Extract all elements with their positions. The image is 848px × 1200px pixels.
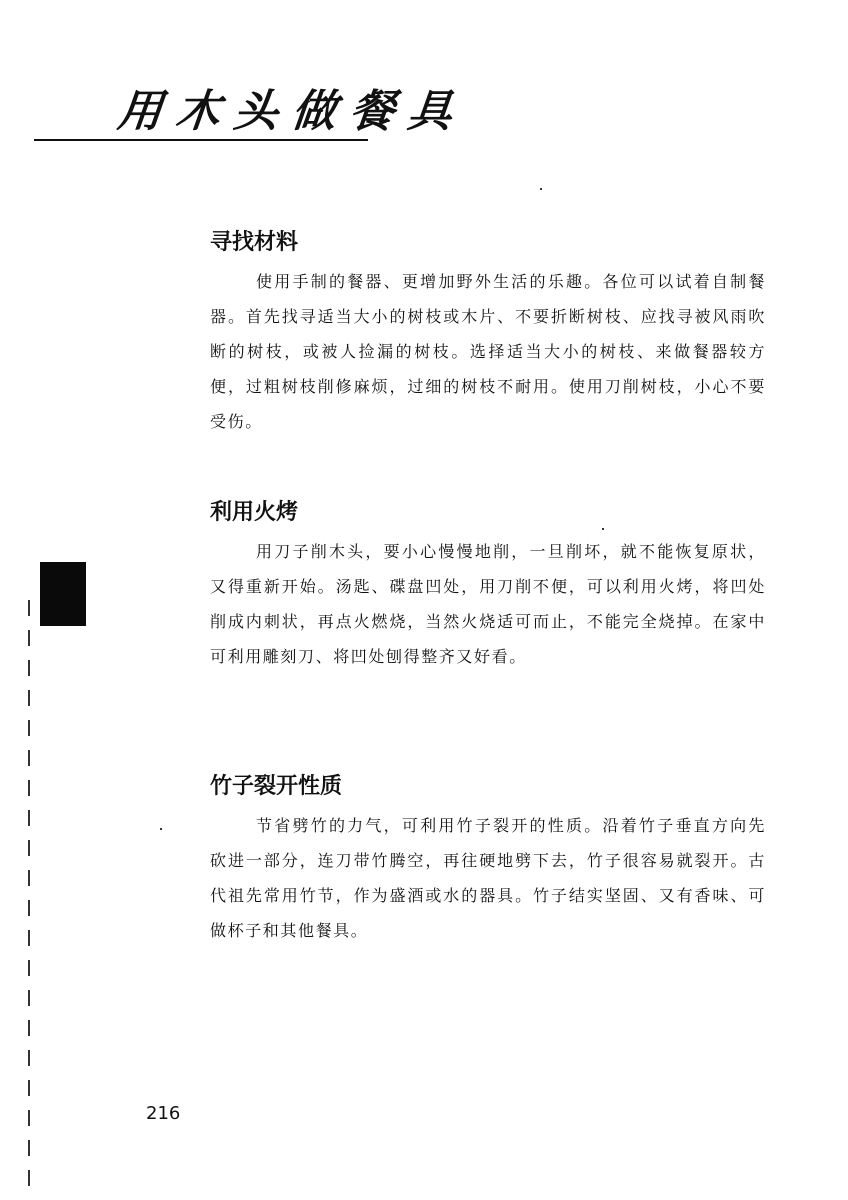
section-heading: 寻找材料 — [210, 230, 299, 255]
print-speck — [540, 188, 542, 190]
section-bamboo — [210, 772, 766, 948]
section-materials — [210, 228, 766, 439]
print-speck — [160, 828, 162, 830]
section-body: 使用手制的餐器、更增加野外生活的乐趣。各位可以试着自制餐器。首先找寻适当大小的树枝或木片、不要折断树枝、应找寻被风雨吹断的树枝，或被人捡漏的树枝。选择适当大小的树枝、来做餐器较方便，过粗树枝削修麻烦，过细的树枝不耐用。使用刀削树枝，小心不要受伤。 — [210, 272, 766, 431]
page-number: 216 — [146, 1103, 181, 1124]
title-underline — [34, 139, 368, 141]
chapter-thumb-tab — [40, 562, 86, 626]
page-edge-dashes — [28, 600, 30, 1200]
section-fire — [210, 498, 766, 674]
section-heading: 利用火烤 — [210, 500, 299, 525]
section-heading: 竹子裂开性质 — [210, 774, 343, 799]
section-body: 节省劈竹的力气，可利用竹子裂开的性质。沿着竹子垂直方向先砍进一部分，连刀带竹腾空，再往硬地劈下去，竹子很容易就裂开。古代祖先常用竹节，作为盛酒或水的器具。竹子结实坚固、又有香味、可做杯子和其他餐具。 — [210, 816, 766, 940]
section-body: 用刀子削木头，要小心慢慢地削，一旦削坏，就不能恢复原状，又得重新开始。汤匙、碟盘凹处，用刀削不便，可以利用火烤，将凹处削成内刺状，再点火燃烧，当然火烧适可而止，不能完全烧掉。在家中可利用雕刻刀、将凹处刨得整齐又好看。 — [210, 542, 766, 666]
page-title: 用木头做餐具 — [115, 86, 469, 137]
